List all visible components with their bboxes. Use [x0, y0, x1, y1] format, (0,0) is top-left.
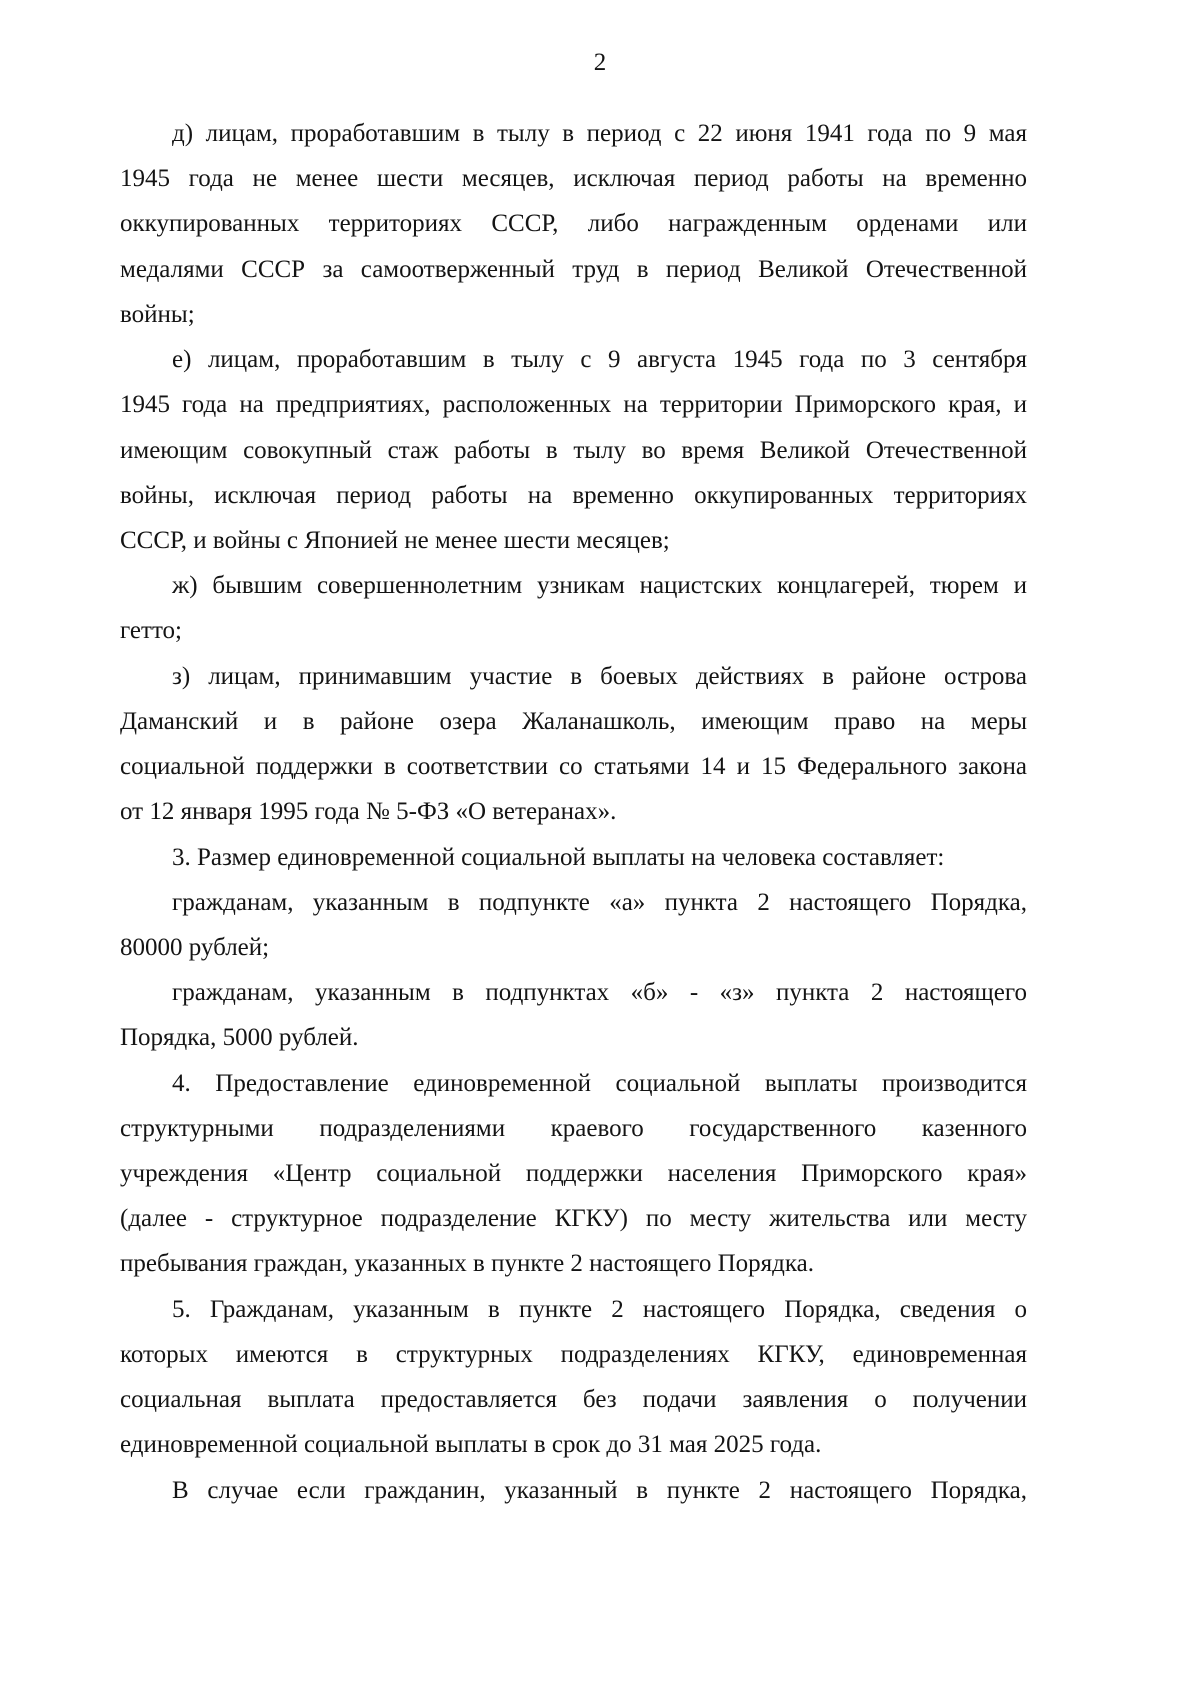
paragraph-subitem-zh	[120, 563, 1027, 653]
paragraph-subitem-z	[120, 654, 1027, 835]
text-line: медалями СССР за самоотверженный труд в период Великой Отечественной	[120, 255, 1027, 283]
text-line: Порядка, 5000 рублей.	[120, 1024, 359, 1052]
text-line: (далее - структурное подразделение КГКУ) по месту жительства или месту	[120, 1205, 1027, 1233]
paragraph-continuation	[120, 1468, 1027, 1513]
text-line: войны;	[120, 300, 195, 328]
text-line: войны, исключая период работы на временно оккупированных территориях	[120, 481, 1027, 509]
text-line: ж) бывшим совершеннолетним узникам нацистских концлагерей, тюрем и	[172, 572, 1027, 600]
paragraph-payment-a	[120, 880, 1027, 970]
document-body	[120, 111, 1027, 1513]
text-line: структурными подразделениями краевого государственного казенного	[120, 1114, 1027, 1142]
text-line: гражданам, указанным в подпунктах «б» - «з» пункта 2 настоящего	[172, 979, 1027, 1007]
text-line: з) лицам, принимавшим участие в боевых действиях в районе острова	[172, 662, 1027, 690]
text-line: единовременной социальной выплаты в срок до 31 мая 2025 года.	[120, 1431, 822, 1459]
text-line: 1945 года не менее шести месяцев, исключая период работы на временно	[120, 165, 1027, 193]
text-line: гетто;	[120, 617, 182, 645]
text-line: Даманский и в районе озера Жаланашколь, имеющим право на меры	[120, 707, 1027, 735]
text-line: д) лицам, проработавшим в тылу в период с 22 июня 1941 года по 9 мая	[172, 120, 1027, 147]
text-line: СССР, и войны с Японией не менее шести месяцев;	[120, 526, 670, 554]
paragraph-item-3	[120, 835, 1027, 880]
text-line: учреждения «Центр социальной поддержки населения Приморского края»	[120, 1160, 1027, 1188]
text-line: имеющим совокупный стаж работы в тылу во время Великой Отечественной	[120, 436, 1027, 464]
paragraph-item-5	[120, 1287, 1027, 1468]
text-line: социальная выплата предоставляется без подачи заявления о получении	[120, 1386, 1027, 1414]
paragraph-payment-b-z	[120, 970, 1027, 1060]
text-line: 4. Предоставление единовременной социальной выплаты производится	[172, 1069, 1027, 1097]
text-line: 80000 рублей;	[120, 933, 270, 961]
text-line: гражданам, указанным в подпункте «а» пункта 2 настоящего Порядка,	[172, 888, 1027, 916]
text-line: е) лицам, проработавшим в тылу с 9 августа 1945 года по 3 сентября	[172, 346, 1027, 374]
text-line: пребывания граждан, указанных в пункте 2 настоящего Порядка.	[120, 1250, 814, 1278]
text-line: оккупированных территориях СССР, либо награжденным орденами или	[120, 210, 1027, 238]
text-line: которых имеются в структурных подразделениях КГКУ, единовременная	[120, 1340, 1027, 1368]
text-line: 1945 года на предприятиях, расположенных на территории Приморского края, и	[120, 391, 1027, 419]
paragraph-subitem-d	[120, 111, 1027, 337]
text-line: социальной поддержки в соответствии со статьями 14 и 15 Федерального закона	[120, 753, 1027, 781]
paragraph-item-4	[120, 1061, 1027, 1287]
paragraph-subitem-e	[120, 337, 1027, 563]
page-number: 2	[593, 49, 607, 76]
text-line: В случае если гражданин, указанный в пункте 2 настоящего Порядка,	[172, 1476, 1027, 1504]
text-line: 3. Размер единовременной социальной выплаты на человека составляет:	[172, 843, 945, 871]
text-line: от 12 января 1995 года № 5-ФЗ «О ветеранах».	[120, 798, 617, 826]
text-line: 5. Гражданам, указанным в пункте 2 настоящего Порядка, сведения о	[172, 1295, 1027, 1323]
